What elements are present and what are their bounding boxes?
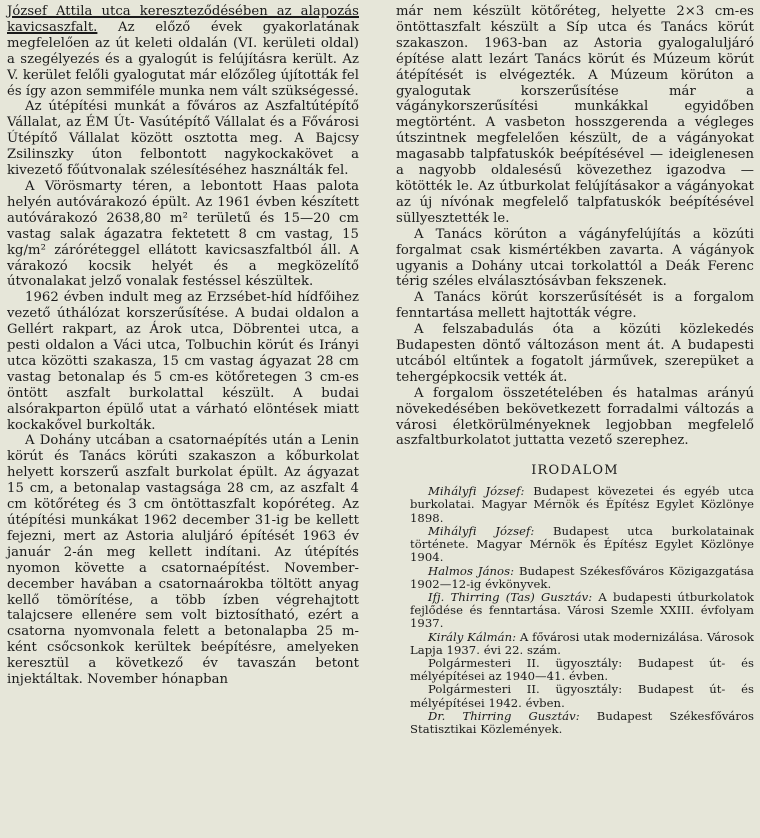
paragraph [7, 4, 359, 99]
reference-author: Dr. Thirring Gusztáv: [428, 708, 580, 723]
paragraph-text: Az előző évek gyakorlatának megfelelően az út keleti oldalán (VI. kerületi oldal) a szegélyezés és a gyalogút is felújításra került. Az V. kerület felőli gyalogutat már előzőleg újították fel és így azon semmiféle munka nem vált szükségessé. [7, 19, 359, 99]
reference-text: Budapest utca burkolatainak története. Magyar Mérnök és Építész Egylet Közlönye 1904. [410, 523, 754, 565]
reference-item [396, 591, 754, 631]
left-column [7, 4, 359, 688]
right-column [396, 4, 754, 736]
reference-author: Ifj. Thirring (Tas) Gusztáv: [428, 589, 593, 604]
reference-text: Budapest kövezetei és egyéb utca burkolatai. Magyar Mérnök és Építész Egylet Közlönye 1898. [410, 484, 754, 525]
paragraph-lead: József Attila utca kereszteződésében az alapozás kavicsaszfalt. [7, 4, 359, 35]
reference-author: Polgármesteri II. ügyosztály: [428, 655, 623, 670]
reference-author: Polgármesteri II. ügyosztály: [428, 682, 623, 697]
reference-item [396, 657, 754, 683]
references-list [396, 485, 754, 736]
paragraph: A Dohány utcában a csatornaépítés után a Lenin körút és Tanács körúti szakaszon a kőburkolat helyett korszerű aszfalt burkolat épült. Az ágyazat 15 cm, a betonalap vastagsága 28 cm, az aszfalt 4 cm kötőréteg és 3 cm öntöttaszfalt kopóréteg. Az útépítési munkákat 1962 december 31-ig be kellett fejezni, mert az Astoria aluljáró építését 1963 év január 2-án meg kellett indítani. Az útépítés nyomon követte a csatornaépítést. November-december havában a csatornaárokba töltött anyag kellő tömörítése, a több ízben végrehajtott talajcsere ellenére sem volt biztosítható, ezért a csatorna nyomvonala felett a betonalapba 25 m-ként csőcsonkok kerültek beépítésre, amelyeken keresztül a következő év tavaszán betont injektáltak. November hónapban [7, 433, 359, 688]
paragraph: A Tanács körúton a vágányfelújítás a közúti forgalmat csak kismértékben zavarta. A vágányok ugyanis a Dohány utcai torkolattól a Deák Ferenc térig széles elválasztósávban fekszenek. [396, 226, 754, 290]
reference-author: Halmos János: [428, 563, 515, 578]
reference-text: Budapest Székesfőváros Közigazgatása 1902—12-ig évkönyvek. [410, 563, 754, 591]
reference-item [396, 683, 754, 709]
reference-text: A budapesti útburkolatok fejlődése és fenntartása. Városi Szemle XXIII. évfolyam 1937. [410, 589, 754, 631]
paragraph: Az útépítési munkát a főváros az Aszfaltútépítő Vállalat, az ÉM Út- Vasútépítő Vállalat és a Fővárosi Útépítő Vállalat között osztotta meg. A Bajcsy Zsilinszky úton felbontott nagykockakövet a kivezető főútvonalak szélesítéséhez használták fel. [7, 99, 359, 179]
reference-item [396, 631, 754, 657]
paragraph: A Tanács körút korszerűsítését is a forgalom fenntartása mellett hajtották végre. [396, 290, 754, 322]
paragraph: már nem készült kötőréteg, helyette 2×3 cm-es öntöttaszfalt készült a Síp utca és Tanács körút szakaszon. 1963-ban az Astoria gyalogaluljáró építése alatt lezárt Tanács körút és Múzeum körút átépítését is elvégezték. A Múzeum körúton a gyalogutak korszerűsítése már a vágánykorszerűsítési munkákkal egyidőben megtörtént. A vasbeton hosszgerenda a végleges útszintnek megfelelően készült, de a vágányokat magasabb talpfatuskók beépítésével — ideiglenesen a nagyobb oldalesésű kövezethez igazodva — kötötték le. Az útburkolat felújításakor a vágányokat az új nívónak megfelelő talpfatuskók beépítésével süllyesztették le. [396, 4, 754, 226]
paragraph: A forgalom összetételében és hatalmas arányú növekedésében bekövetkezett forradalmi változás a városi életkörülményeknek legjobban megfelelő aszfaltburkolatot juttatta vezető szerephez. [396, 385, 754, 449]
paragraph: 1962 évben indult meg az Erzsébet-híd hídfőihez vezető úthálózat korszerűsítése. A budai oldalon a Gellért rakpart, az Árok utca, Döbrentei utca, a pesti oldalon a Váci utca, Tolbuchin körút és Irányi utca közötti szakasza, 15 cm vastag ágyazat 28 cm vastag betonalap és 5 cm-es kötőretegen 3 cm-es öntött aszfalt burkolattal készült. A budai alsórakparton épülő utat a várható elöntések miatt kockakővel burkolták. [7, 290, 359, 433]
paragraph: A felszabadulás óta a közúti közlekedés Budapesten döntő változáson ment át. A budapesti utcából eltűntek a fogatolt járművek, szerepüket a tehergépkocsik vették át. [396, 322, 754, 385]
reference-text: Budapest Székesfőváros Statisztikai Közlemények. [410, 708, 755, 736]
reference-author: Mihályfi József: [428, 523, 535, 538]
reference-author: Mihályfi József: [428, 484, 525, 499]
reference-item [396, 485, 754, 525]
reference-author: Király Kálmán: [428, 629, 517, 644]
reference-text: Budapest út- és mélyépítései 1942. évben. [410, 682, 754, 710]
reference-item [396, 710, 754, 736]
reference-text: A fővárosi utak modernizálása. Városok Lapja 1937. évi 22. szám. [410, 629, 754, 657]
references-heading: IRODALOM [531, 463, 619, 479]
reference-text: Budapest út- és mélyépítései az 1940—41. évben. [410, 655, 754, 684]
reference-item [396, 565, 754, 591]
reference-item [396, 525, 754, 565]
paragraph: A Vörösmarty téren, a lebontott Haas palota helyén autóvárakozó épült. Az 1961 évben készített autóvárakozó 2638,80 m² területű és 15—20 cm vastag salak ágazatra fektetett 8 cm vastag, 15 kg/m² záróréteggel ellátott kavicsaszfaltból áll. A várakozó kocsik helyét és a megközelítő útvonalakat jelző vonalak festéssel készültek. [7, 178, 359, 290]
